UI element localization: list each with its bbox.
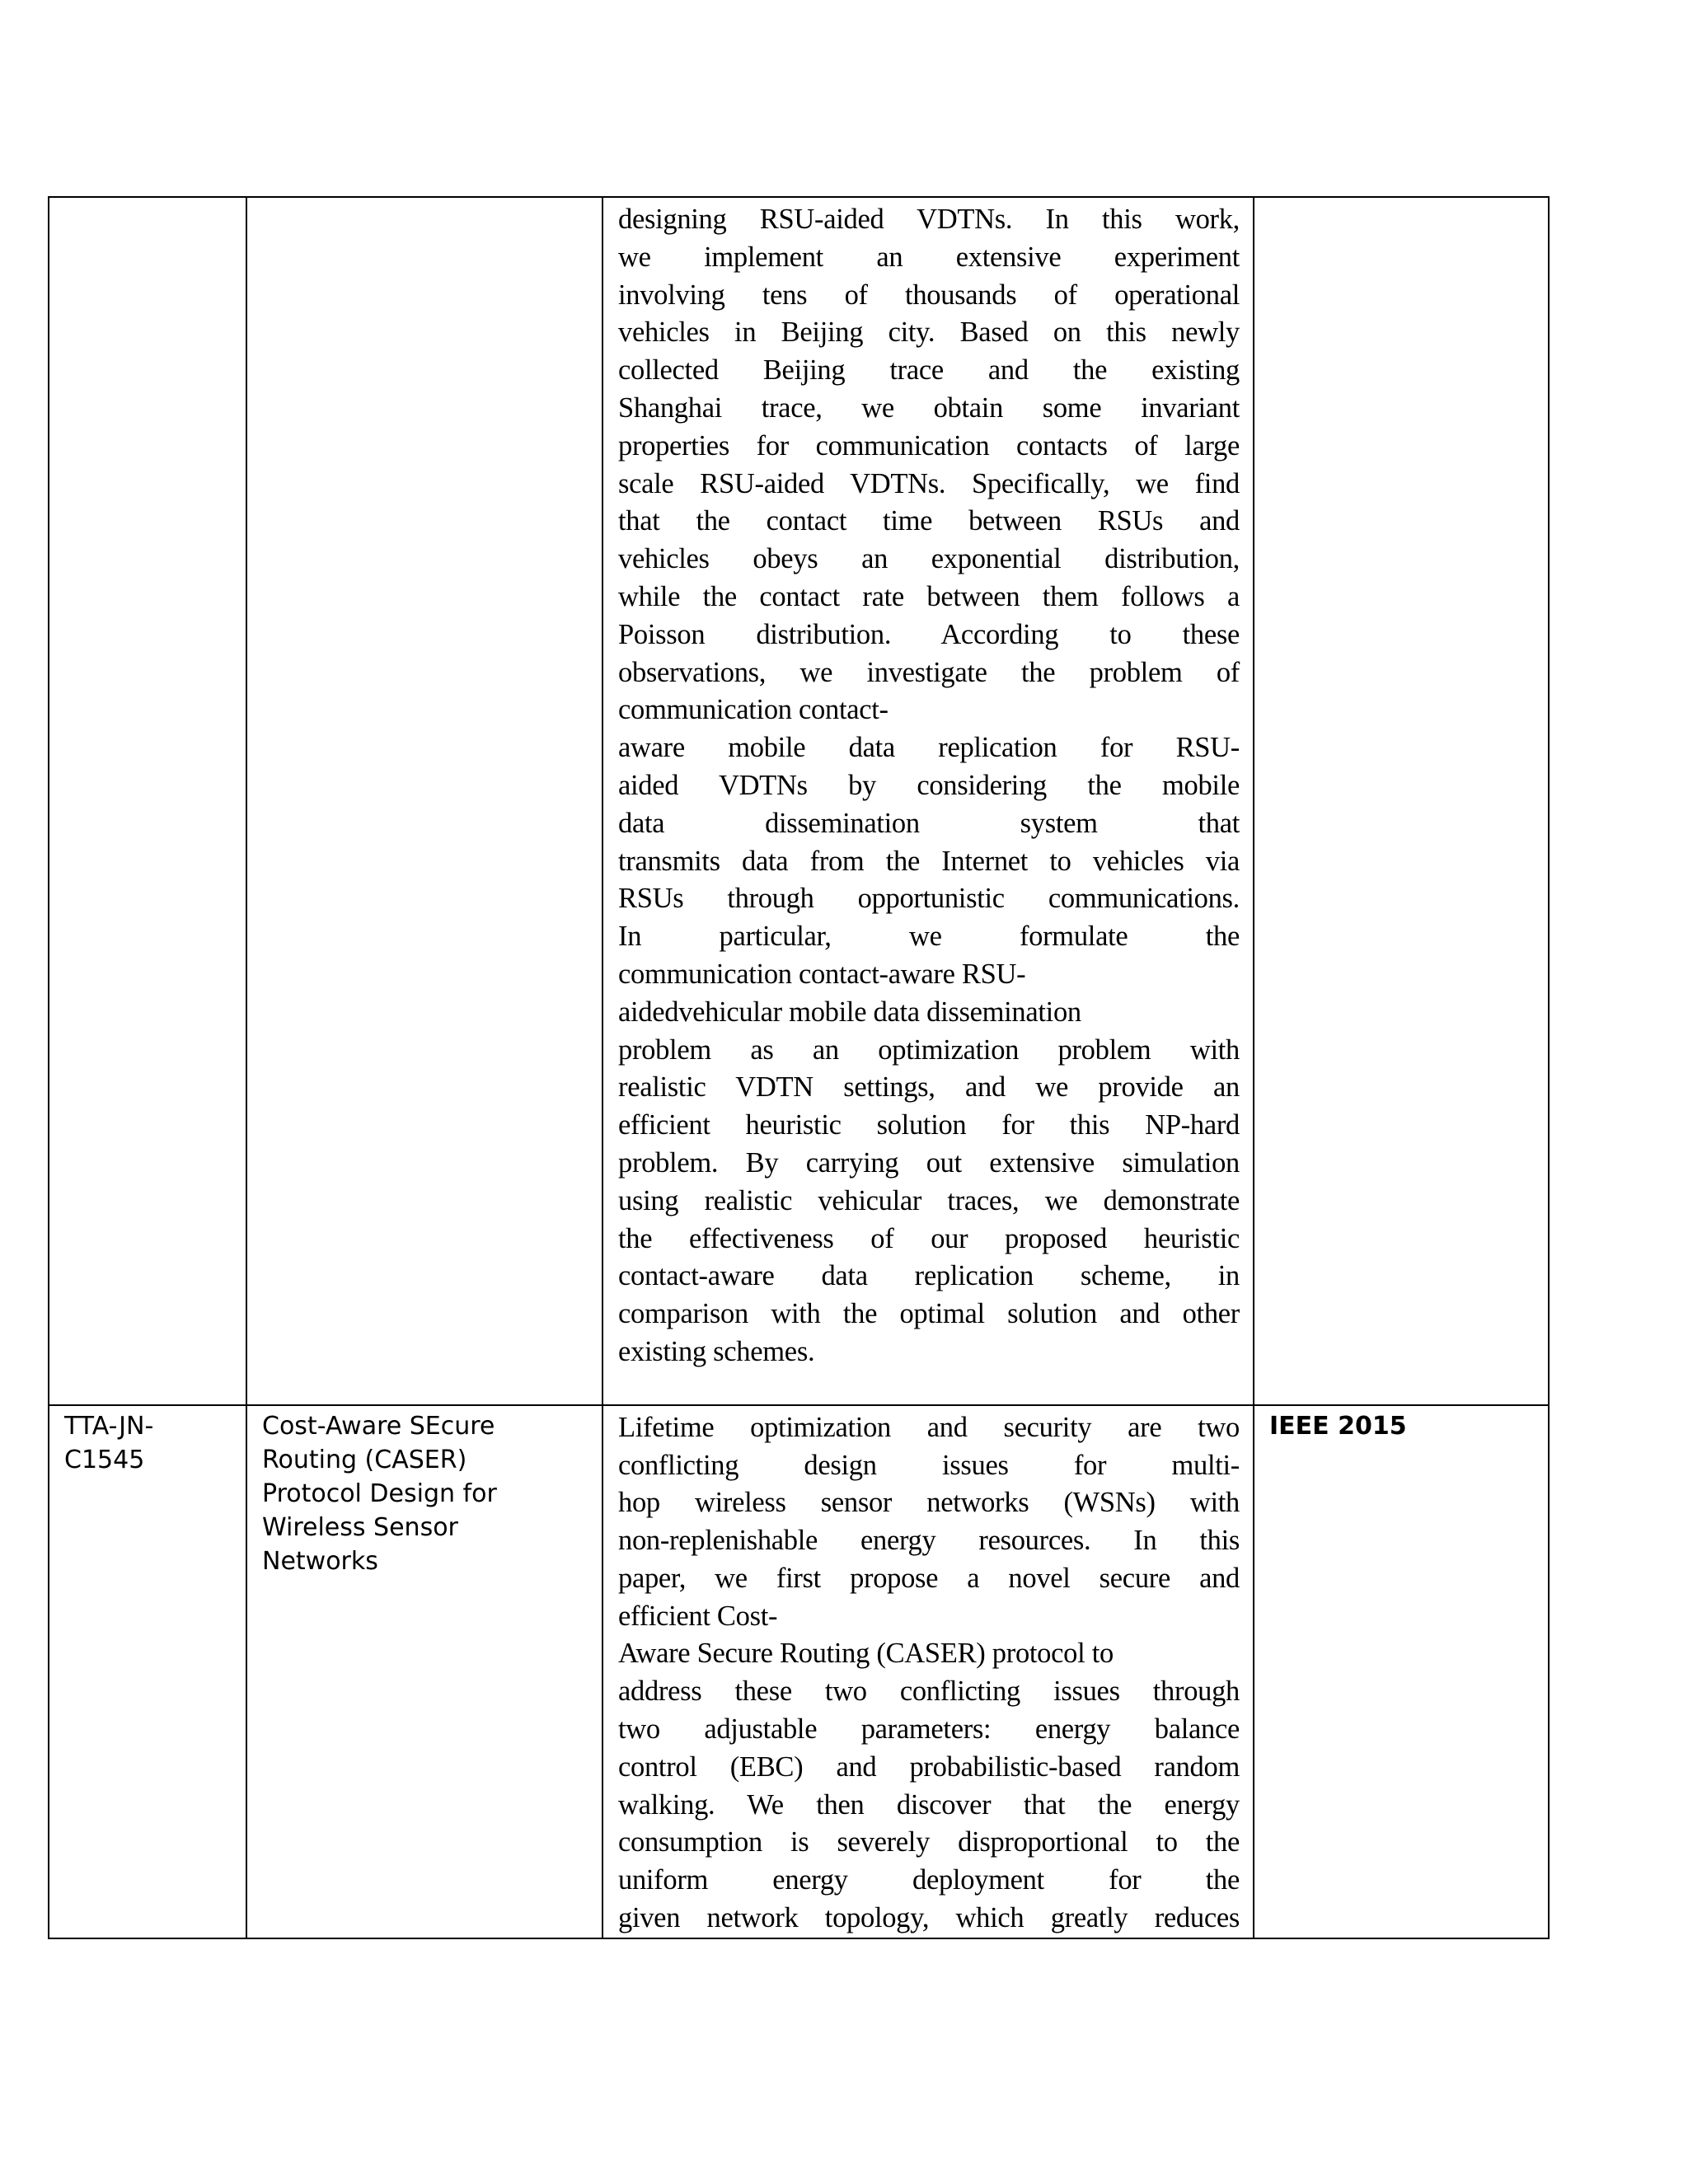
abstract-line: vehicles obeys an exponential distribution, (618, 543, 1240, 575)
abstract-line: aware mobile data replication for RSU- (618, 732, 1240, 764)
abstract-line: scale RSU-aided VDTNs. Specifically, we find (618, 467, 1240, 499)
abstract-line: Lifetime optimization and security are two (618, 1411, 1240, 1443)
abstract-line: communication contact-aware RSU- (618, 958, 1026, 990)
table-row (49, 1405, 1549, 1938)
project-title-line: Wireless Sensor (262, 1512, 458, 1542)
abstract-line: using realistic vehicular traces, we demonstrate (618, 1184, 1240, 1216)
abstract-line: existing schemes. (618, 1335, 815, 1367)
abstract-line: that the contact time between RSUs and (618, 505, 1240, 537)
abstract-line: collected Beijing trace and the existing (618, 354, 1240, 387)
abstract-line: Aware Secure Routing (CASER) protocol to (618, 1638, 1114, 1670)
abstract-line: problem as an optimization problem with (618, 1033, 1240, 1066)
abstract-line: consumption is severely disproportional to the (618, 1826, 1240, 1858)
abstract-line: In particular, we formulate the (618, 921, 1240, 953)
abstract-line: aided VDTNs by considering the mobile (618, 769, 1240, 801)
project-title-cell (246, 197, 603, 1405)
abstract-line: efficient heuristic solution for this NP-hard (618, 1109, 1240, 1141)
abstract-line: the effectiveness of our proposed heuristic (618, 1222, 1240, 1254)
abstract-line: given network topology, which greatly reduces (618, 1902, 1240, 1934)
project-id-line: TTA-JN- (64, 1411, 154, 1441)
abstract-line: realistic VDTN settings, and we provide an (618, 1071, 1240, 1104)
abstract-line: involving tens of thousands of operational (618, 279, 1240, 311)
abstract-line: RSUs through opportunistic communications. (618, 883, 1240, 915)
abstract-line: comparison with the optimal solution and other (618, 1298, 1240, 1330)
publication-cell (1254, 197, 1549, 1405)
project-title-line: Networks (262, 1546, 378, 1576)
publication-cell (1254, 1405, 1549, 1938)
abstract-line: Shanghai trace, we obtain some invariant (618, 391, 1240, 424)
abstract-line: control (EBC) and probabilistic-based random (618, 1750, 1240, 1783)
abstract-line: contact-aware data replication scheme, in (618, 1260, 1240, 1292)
abstract-line: paper, we first propose a novel secure and (618, 1562, 1240, 1594)
abstract-line: transmits data from the Internet to vehicles via (618, 845, 1240, 877)
table-row (49, 197, 1549, 1405)
abstract-cell (603, 197, 1254, 1405)
abstract-line: communication contact- (618, 694, 889, 726)
abstract-line: while the contact rate between them follows a (618, 580, 1240, 612)
abstract-line: properties for communication contacts of large (618, 429, 1240, 462)
abstract-line: efficient Cost- (618, 1600, 778, 1632)
abstract-line: hop wireless sensor networks (WSNs) with (618, 1487, 1240, 1519)
abstract-line: address these two conflicting issues through (618, 1675, 1240, 1708)
abstract-line: problem. By carrying out extensive simulation (618, 1146, 1240, 1179)
abstract-line: vehicles in Beijing city. Based on this newly (618, 316, 1240, 349)
abstract-line: walking. We then discover that the energy (618, 1788, 1240, 1821)
abstract-line: two adjustable parameters: energy balance (618, 1713, 1240, 1746)
project-id-cell (49, 197, 246, 1405)
project-id-cell (49, 1405, 246, 1938)
document-table (48, 196, 1550, 1939)
project-title-line: Cost-Aware SEcure (262, 1411, 495, 1441)
abstract-line: conflicting design issues for multi- (618, 1449, 1240, 1481)
abstract-line: we implement an extensive experiment (618, 241, 1240, 273)
abstract-line: uniform energy deployment for the (618, 1864, 1240, 1896)
abstract-line: observations, we investigate the problem of (618, 656, 1240, 688)
publication-label: IEEE 2015 (1269, 1411, 1407, 1441)
abstract-cell (603, 1405, 1254, 1938)
project-title-line: Protocol Design for (262, 1479, 497, 1508)
abstract-line: Poisson distribution. According to these (618, 618, 1240, 650)
project-title-line: Routing (CASER) (262, 1445, 467, 1474)
abstract-line: aidedvehicular mobile data dissemination (618, 996, 1081, 1028)
project-title-cell (246, 1405, 603, 1938)
abstract-line: designing RSU-aided VDTNs. In this work, (618, 204, 1240, 235)
abstract-line: data dissemination system that (618, 807, 1240, 839)
project-id-line: C1545 (64, 1445, 145, 1474)
abstract-line: non-replenishable energy resources. In this (618, 1525, 1240, 1557)
